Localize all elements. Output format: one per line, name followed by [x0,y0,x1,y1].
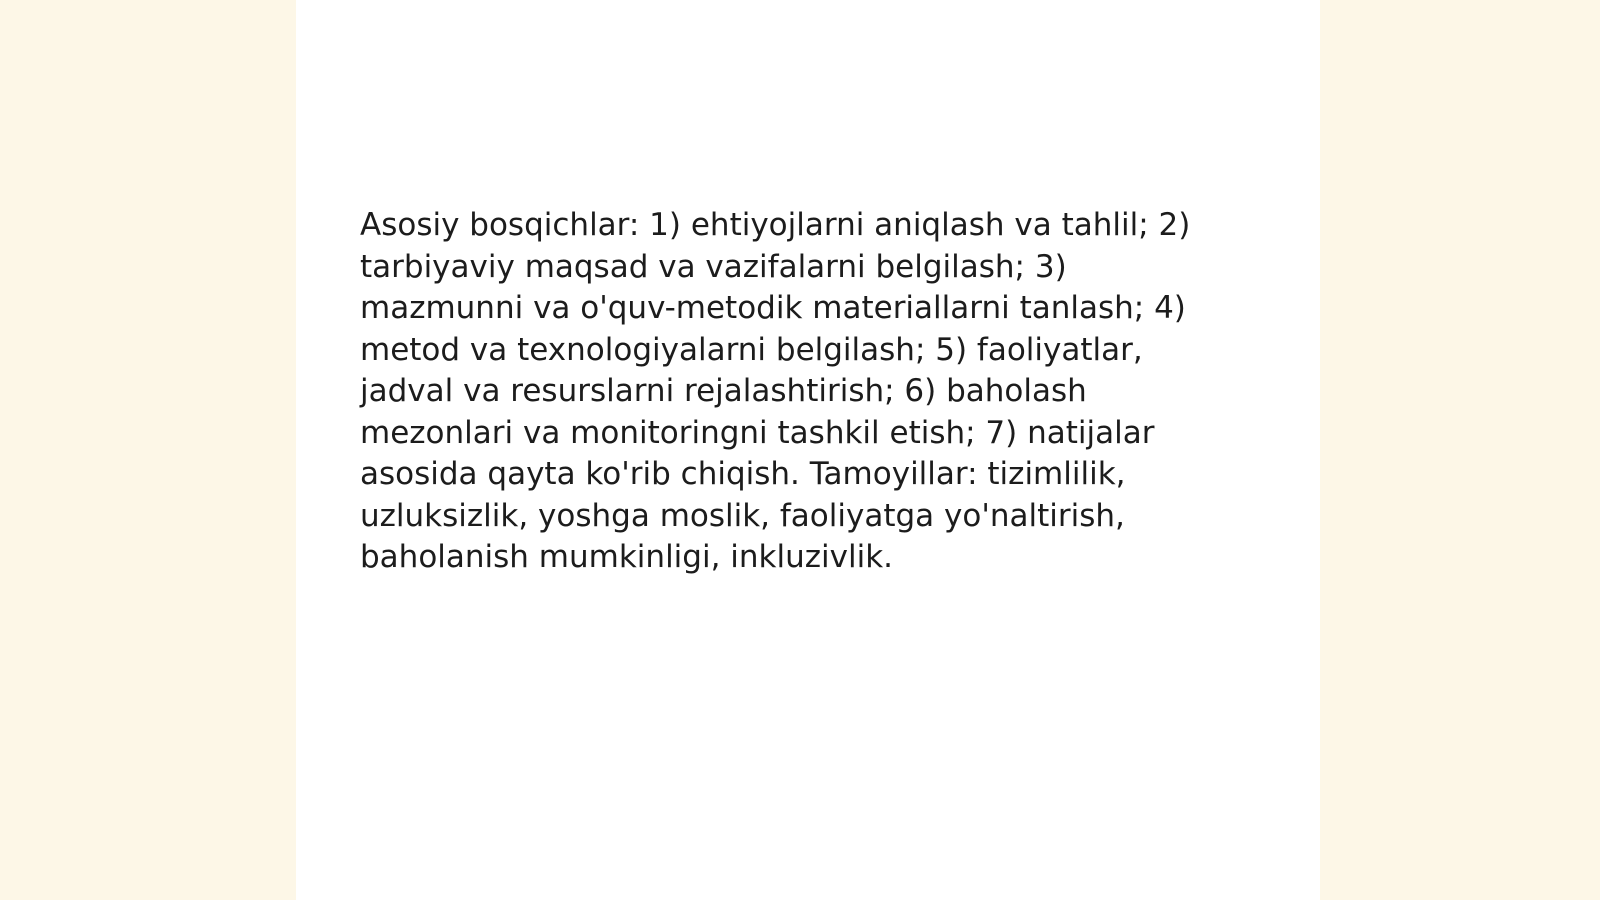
document-page [296,0,1320,900]
body-paragraph: Asosiy bosqichlar: 1) ehtiyojlarni aniqlash va tahlil; 2) tarbiyaviy maqsad va vazifalarni belgilash; 3) mazmunni va o'quv-metodik materiallarni tanlash; 4) metod va texnologiyalarni belgilash; 5) faoliyatlar, jadval va resurslarni rejalashtirish; 6) baholash mezonlari va monitoringni tashkil etish; 7) natijalar asosida qayta ko'rib chiqish. Tamoyillar: tizimlilik, uzluksizlik, yoshga moslik, faoliyatga yo'naltirish, baholanish mumkinligi, inkluzivlik. [360,207,1191,575]
